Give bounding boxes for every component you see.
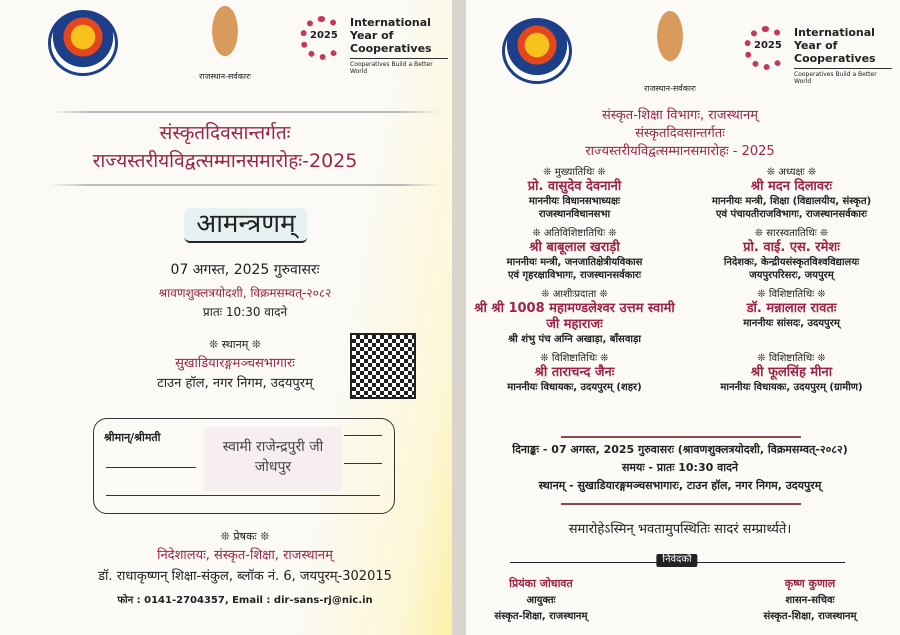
guest-role: ❊ विशिष्टातिथिः ❊ xyxy=(540,353,609,364)
ornament-divider xyxy=(561,503,801,505)
state-emblem-logo xyxy=(650,10,690,75)
header-line-1: संस्कृत-शिक्षा विभागः, राजस्थानम् xyxy=(601,108,759,123)
iyc-title: International Year of Cooperatives xyxy=(350,16,432,55)
guest-name: श्री बाबूलाल खराड़ी xyxy=(529,240,620,255)
event-tithi: श्रावणशुक्लत्रयोदशी, विक्रमसम्वत्-२०८२ xyxy=(158,286,332,300)
guest-desc1: माननीयः विधानसभाध्यक्षः xyxy=(528,196,621,207)
event-time: प्रातः 10:30 वादने xyxy=(202,305,288,319)
iyc-year: 2025 xyxy=(310,30,338,41)
iyc-title: International Year of Cooperatives xyxy=(794,26,876,65)
guest-desc2: एवं गृहरक्षाविभागः, राजस्थानसर्वकारः xyxy=(507,270,642,281)
guest-name: श्री ताराचन्द जैनः xyxy=(534,365,615,380)
guest-desc1: माननीयः मन्त्री, जनजातिक्षेत्रीयविकास xyxy=(506,257,643,268)
sender-name: निदेशालयः, संस्कृत-शिक्षा, राजस्थानम् xyxy=(157,548,333,563)
guest-role: ❊ विशिष्टातिथिः ❊ xyxy=(757,289,826,300)
signatory-org: संस्कृत-शिक्षा, राजस्थानम् xyxy=(763,611,857,622)
guest-name: प्रो. वाई. एस. रमेशः xyxy=(743,240,840,255)
guest-desc2: एवं पंचायतीराजविभागः, राजस्थानसर्वकारः xyxy=(715,209,868,220)
guest-desc2: राजस्थानविधानसभा xyxy=(538,209,611,220)
guest-name: श्री मदन दिलावरः xyxy=(750,179,833,194)
sanskrit-education-seal-logo xyxy=(48,10,118,76)
guest-role: ❊ आशीःप्रदाता ❊ xyxy=(541,289,608,300)
signatory-name: कृष्ण कुणाल xyxy=(784,577,836,590)
guest-entry xyxy=(466,166,683,221)
iyc-slogan: Cooperatives Build a Better World xyxy=(350,58,448,75)
guest-entry xyxy=(466,227,683,282)
guest-role: ❊ विशिष्टातिथिः ❊ xyxy=(757,353,826,364)
addressee-name: स्वामी राजेन्द्रपुरी जी xyxy=(222,439,324,455)
nivedako-label: निवेदकौ xyxy=(656,554,697,567)
divider xyxy=(50,111,440,113)
signatory-org: संस्कृत-शिक्षा, राजस्थानम् xyxy=(494,611,588,622)
venue-name: सुखाडियारङ्गमञ्चसभागारः xyxy=(175,356,295,371)
guest-entry xyxy=(683,352,900,394)
venue-address: टाउन हॉल, नगर निगम, उदयपुरम् xyxy=(157,376,313,391)
guest-role: ❊ सारस्वतातिथिः ❊ xyxy=(754,228,829,239)
guest-entry xyxy=(683,227,900,282)
guest-name: डॉ. मन्नालाल रावतः xyxy=(746,301,837,316)
guest-role: ❊ अध्यक्षः ❊ xyxy=(766,167,817,178)
guest-desc1: निदेशकः, केन्द्रीयसंस्कृतविश्वविद्यालयः xyxy=(723,257,860,268)
signatory-title: शासन-सचिवः xyxy=(785,595,835,606)
ornament-divider xyxy=(561,436,801,438)
event-date: 07 अगस्त, 2025 गुरुवासरः xyxy=(170,262,320,278)
header-line-2: संस्कृतदिवसान्तर्गतः xyxy=(635,126,725,141)
guest-list xyxy=(466,166,900,394)
guest-entry xyxy=(683,166,900,221)
title-line-2: राज्यस्तरीयविद्वत्सम्मानसमारोहः-2025 xyxy=(92,150,358,172)
venue-label: ❊ स्थानम् ❊ xyxy=(208,338,262,351)
guest-name: श्री श्री 1008 महामण्डलेश्वर उत्तम स्वामी जी महाराजः xyxy=(474,301,675,332)
gov-label: राजस्थान-सर्वकारः xyxy=(199,72,251,81)
guest-name: श्री फूलसिंह मीना xyxy=(750,365,833,380)
guest-desc1: माननीयः विधायकः, उदयपुरम् (शहर) xyxy=(507,382,642,393)
sender-label: ❊ प्रेषकः ❊ xyxy=(220,530,270,543)
venue-line: स्थानम् - सुखाडियारङ्गमञ्चसभागारः, टाउन हॉल, नगर निगम, उदयपुरम् xyxy=(538,479,822,492)
guest-desc1: माननीयः विधायकः, उदयपुरम् (ग्रामीण) xyxy=(720,382,863,393)
date-line: दिनाङ्कः - 07 अगस्त, 2025 गुरुवासरः (श्रावणशुक्लत्रयोदशी, विक्रमसम्वत्-२०८२) xyxy=(512,443,848,456)
invitation-inner-page xyxy=(466,0,900,635)
guest-entry xyxy=(683,288,900,346)
title-line-1: संस्कृतदिवसान्तर्गतः xyxy=(159,122,291,144)
sender-contact: फोन : 0141-2704357, Email : dir-sans-rj@nic.in xyxy=(117,595,373,606)
guest-entry xyxy=(466,352,683,394)
iyc-year: 2025 xyxy=(754,40,782,51)
iyc-slogan: Cooperatives Build a Better World xyxy=(794,68,892,85)
addressee-name-sticker xyxy=(204,427,342,491)
header-line-3: राज्यस्तरीयविद्वत्सम्मानसमारोहः - 2025 xyxy=(585,144,775,159)
time-line: समयः - प्रातः 10:30 वादने xyxy=(621,461,739,474)
addressee-city: जोधपुर xyxy=(254,458,292,475)
state-emblem-logo xyxy=(205,5,245,70)
invitation-heading: आमन्त्रणम् xyxy=(184,208,307,243)
guest-role: ❊ अतिविशिष्टातिथिः ❊ xyxy=(532,228,617,239)
sanskrit-education-seal-logo xyxy=(502,18,572,84)
addressee-box xyxy=(93,418,395,514)
guest-desc2: जयपुरपरिसरः, जयपुरम् xyxy=(749,270,834,281)
divider xyxy=(50,184,440,186)
request-line: समारोहेऽस्मिन् भवतामुपस्थितिः सादरं सम्प्रार्थ्यते। xyxy=(568,522,792,537)
qr-code[interactable] xyxy=(350,333,416,399)
guest-desc1: माननीयः मन्त्री, शिक्षा (विद्यालयीय, संस्कृत) xyxy=(711,196,872,207)
signatory-name: प्रियंका जोधावत xyxy=(509,577,573,590)
guest-role: ❊ मुख्यातिथिः ❊ xyxy=(543,167,606,178)
signatory-title: आयुक्तः xyxy=(526,595,556,606)
guest-entry xyxy=(466,288,683,346)
guest-desc1: माननीयः सांसदः, उदयपुरम् xyxy=(743,318,840,329)
guest-name: प्रो. वासुदेव देवनानी xyxy=(527,179,622,194)
gov-label: राजस्थान-सर्वकारः xyxy=(644,84,696,93)
guest-desc1: श्री शंभु पंच अग्नि अखाड़ा, बाँसवाड़ा xyxy=(508,334,641,345)
sender-address: डॉ. राधाकृष्णन् शिक्षा-संकुल, ब्लॉक नं. 6, जयपुरम्-302015 xyxy=(98,569,392,584)
addressee-label: श्रीमान्/श्रीमती xyxy=(104,431,161,444)
